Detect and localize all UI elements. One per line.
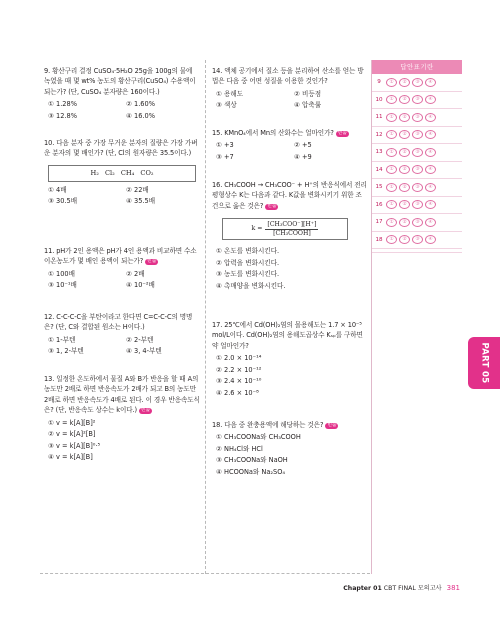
answer-row bbox=[372, 232, 462, 250]
question-number: 17. bbox=[212, 321, 223, 329]
option[interactable]: ② 2.2 × 10⁻¹² bbox=[216, 365, 262, 374]
option[interactable]: ② 22배 bbox=[126, 185, 149, 194]
answer-bubble[interactable]: ① bbox=[386, 95, 397, 104]
option[interactable]: ② 2-부텐 bbox=[126, 335, 154, 344]
option[interactable]: ② +5 bbox=[294, 141, 312, 150]
question-number: 18. bbox=[212, 421, 223, 429]
option[interactable]: ② 압력을 변화시킨다. bbox=[216, 258, 280, 267]
answer-row-number: 13 bbox=[375, 149, 383, 156]
question-11 bbox=[44, 246, 200, 291]
options bbox=[44, 100, 200, 121]
question-text: 9. 황산구리 결정 CuSO₄·5H₂O 25g을 100g의 물에 녹였을 때 몇 wt% 농도의 황산구리(CuSO₄) 수용액이 되는가? (단, CuSO₄ 분자량은 160이다.) bbox=[44, 67, 196, 96]
answer-bubble[interactable]: ① bbox=[386, 130, 397, 139]
option[interactable]: ① 100배 bbox=[48, 269, 75, 278]
answer-row-number: 9 bbox=[377, 79, 381, 86]
answer-bubble[interactable]: ④ bbox=[425, 218, 436, 227]
answer-bubble[interactable]: ③ bbox=[412, 113, 423, 122]
answer-bubble[interactable]: ① bbox=[386, 200, 397, 209]
option[interactable]: ② 비등점 bbox=[294, 89, 322, 98]
question-number: 15. bbox=[212, 129, 223, 137]
page-footer bbox=[300, 583, 460, 592]
question-text: 15. KMnO₄에서 Mn의 산화수는 얼마인가? 빈출 bbox=[212, 129, 347, 137]
option[interactable]: ④ 35.5배 bbox=[126, 197, 156, 206]
option[interactable]: ③ 30.5배 bbox=[48, 197, 78, 206]
option[interactable]: ④ 16.0% bbox=[126, 111, 155, 120]
question-number: 11. bbox=[44, 247, 55, 255]
bottom-divider bbox=[40, 573, 370, 574]
page-number: 381 bbox=[446, 584, 460, 592]
hint-badge: 빈출 bbox=[267, 203, 277, 209]
question-number: 10. bbox=[44, 139, 55, 147]
options bbox=[212, 247, 368, 291]
question-number: 9. bbox=[44, 67, 51, 75]
option[interactable]: ② NH₄Cl와 HCl bbox=[216, 444, 263, 453]
option[interactable]: ③ v = k[A][B]⁰·⁵ bbox=[48, 441, 101, 450]
option[interactable]: ③ 2.4 × 10⁻¹⁰ bbox=[216, 377, 262, 386]
option[interactable]: ③ CH₃COONa와 NaOH bbox=[216, 456, 288, 465]
options bbox=[44, 336, 200, 357]
option[interactable]: ③ 1, 2-부텐 bbox=[48, 347, 84, 356]
option[interactable]: ① 온도를 변화시킨다. bbox=[216, 247, 280, 256]
option[interactable]: ① 2.0 × 10⁻¹⁴ bbox=[216, 354, 262, 363]
question-14 bbox=[212, 66, 368, 111]
question-text: 16. CH₃COOH → CH₃COO⁻ + H⁺의 반응식에서 전리평형상수 K는 다음과 같다. K값을 변화시키기 위한 조건으로 옳은 것은? 빈출 bbox=[212, 181, 367, 210]
answer-row bbox=[372, 74, 462, 92]
answer-rows bbox=[372, 74, 462, 249]
formula-lhs: k = bbox=[251, 225, 263, 233]
answer-row-number: 12 bbox=[375, 131, 383, 138]
answer-bubble[interactable]: ② bbox=[399, 130, 410, 139]
answer-row bbox=[372, 92, 462, 110]
question-13 bbox=[44, 374, 200, 463]
footer-title: CBT FINAL 모의고사 bbox=[383, 585, 442, 592]
question-number: 16. bbox=[212, 181, 223, 189]
part-tab-label: PART 05 bbox=[479, 342, 490, 384]
answer-bubble[interactable]: ③ bbox=[412, 130, 423, 139]
answer-bubble[interactable]: ② bbox=[399, 165, 410, 174]
answer-bubble[interactable]: ④ bbox=[425, 95, 436, 104]
answer-bubble[interactable]: ③ bbox=[412, 95, 423, 104]
option[interactable]: ① 1.28% bbox=[48, 100, 77, 109]
answer-bubble[interactable]: ② bbox=[399, 218, 410, 227]
answer-row-number: 18 bbox=[375, 236, 383, 243]
question-text: 10. 다음 분자 중 가장 무거운 분자의 질량은 가장 가벼운 분자의 몇 배인가? (단, Cl의 원자량은 35.5이다.) bbox=[44, 139, 198, 158]
hint-badge: 빈출 bbox=[147, 259, 157, 265]
question-text: 17. 25℃에서 Cd(OH)₂염의 몰용해도는 1.7 × 10⁻⁵ mol/L이다. Cd(OH)₂염의 용해도곱상수 Kₛₚ를 구하면 약 얼마인가? bbox=[212, 321, 363, 350]
formula-fraction bbox=[265, 221, 318, 238]
question-18 bbox=[212, 420, 368, 477]
answer-bubble[interactable]: ① bbox=[386, 235, 397, 244]
question-text: 18. 다음 중 완충용액에 해당하는 것은? 빈출 bbox=[212, 421, 337, 429]
answer-row-number: 11 bbox=[375, 114, 383, 121]
answer-bubble[interactable]: ③ bbox=[412, 148, 423, 157]
answer-row-number: 10 bbox=[375, 96, 383, 103]
answer-bubble[interactable]: ③ bbox=[412, 183, 423, 192]
option[interactable]: ① 4배 bbox=[48, 185, 67, 194]
option[interactable]: ③ 색상 bbox=[216, 101, 237, 110]
question-number: 14. bbox=[212, 67, 223, 75]
answer-bubble[interactable]: ① bbox=[386, 218, 397, 227]
answer-row-number: 17 bbox=[375, 219, 383, 226]
option[interactable]: ④ +9 bbox=[294, 152, 312, 161]
question-15 bbox=[212, 128, 368, 162]
question-10 bbox=[44, 138, 200, 207]
answer-bubble[interactable]: ② bbox=[399, 113, 410, 122]
option[interactable]: ④ HCOONa와 Na₂SO₄ bbox=[216, 467, 286, 476]
option[interactable]: ④ 촉매양을 변화시킨다. bbox=[216, 281, 286, 290]
answer-bubble[interactable]: ④ bbox=[425, 130, 436, 139]
option[interactable]: ③ 농도를 변화시킨다. bbox=[216, 270, 280, 279]
question-text: 13. 일정한 온도하에서 물질 A와 B가 반응을 할 때 A의 농도만 2배로 하면 반응속도가 2배가 되고 B의 농도만 2배로 하면 반응속도가 4배로 된다. 이 경우 반응속도식은? (단, 반응속도 상수는 k이다.) 빈출 bbox=[44, 375, 200, 415]
options bbox=[44, 270, 200, 291]
answer-row-number: 15 bbox=[375, 184, 383, 191]
answer-bubble[interactable]: ④ bbox=[425, 183, 436, 192]
question-text: 12. C-C-C-C을 부탄이라고 한다면 C=C-C-C의 명명은? (단, C와 결합된 원소는 H이다.) bbox=[44, 313, 193, 332]
answer-bubble[interactable]: ③ bbox=[412, 165, 423, 174]
answer-bubble[interactable]: ④ bbox=[425, 165, 436, 174]
answer-bubble[interactable]: ④ bbox=[425, 78, 436, 87]
question-16 bbox=[212, 180, 368, 291]
formula-denominator: [CH₃COOH] bbox=[273, 229, 311, 237]
footer-chapter: Chapter 01 bbox=[343, 585, 382, 592]
hint-badge: 빈출 bbox=[337, 131, 347, 136]
option[interactable]: ② v = k[A]²[B] bbox=[48, 430, 96, 439]
answer-bubble[interactable]: ③ bbox=[412, 235, 423, 244]
answer-bubble[interactable]: ④ bbox=[425, 148, 436, 157]
question-17 bbox=[212, 320, 368, 398]
option[interactable]: ① 1-부텐 bbox=[48, 335, 76, 344]
option[interactable]: ④ 2.6 × 10⁻⁸ bbox=[216, 388, 259, 397]
question-text: 14. 액체 공기에서 질소 등을 분리하여 산소를 얻는 방법은 다음 중 어떤 성질을 이용한 것인가? bbox=[212, 67, 364, 86]
answer-bubble[interactable]: ② bbox=[399, 200, 410, 209]
option[interactable]: ④ 3, 4-부텐 bbox=[126, 347, 162, 356]
options bbox=[44, 186, 200, 207]
answer-sheet-blank-area bbox=[372, 252, 462, 574]
answer-row bbox=[372, 214, 462, 232]
option[interactable]: ② 2배 bbox=[126, 269, 145, 278]
question-9 bbox=[44, 66, 200, 121]
options bbox=[212, 141, 368, 162]
option[interactable]: ④ 압축률 bbox=[294, 101, 322, 110]
option[interactable]: ③ 12.8% bbox=[48, 111, 77, 120]
answer-row bbox=[372, 144, 462, 162]
options bbox=[44, 419, 200, 463]
option[interactable]: ① 용해도 bbox=[216, 89, 244, 98]
answer-bubble[interactable]: ① bbox=[386, 183, 397, 192]
formula-numerator: [CH₃COO⁻][H⁺] bbox=[267, 220, 317, 228]
answer-bubble[interactable]: ① bbox=[386, 113, 397, 122]
option[interactable]: ③ +7 bbox=[216, 152, 234, 161]
answer-bubble[interactable]: ① bbox=[386, 165, 397, 174]
answer-bubble[interactable]: ① bbox=[386, 78, 397, 87]
column-divider bbox=[205, 60, 206, 574]
options bbox=[212, 433, 368, 477]
answer-row bbox=[372, 162, 462, 180]
answer-bubble[interactable]: ① bbox=[386, 148, 397, 157]
answer-bubble[interactable]: ④ bbox=[425, 113, 436, 122]
answer-bubble[interactable]: ④ bbox=[425, 200, 436, 209]
part-tab bbox=[468, 337, 500, 389]
question-text: 11. pH가 2인 용액은 pH가 4인 용액과 비교하면 수소이온농도가 몇 배인 용액이 되는가? 빈출 bbox=[44, 247, 197, 266]
options bbox=[212, 354, 368, 398]
answer-bubble[interactable]: ③ bbox=[412, 78, 423, 87]
answer-bubble[interactable]: ② bbox=[399, 148, 410, 157]
answer-bubble[interactable]: ④ bbox=[425, 235, 436, 244]
option[interactable]: ② 1.60% bbox=[126, 100, 155, 109]
answer-sheet-header: 답안표기란 bbox=[372, 60, 462, 74]
answer-bubble[interactable]: ③ bbox=[412, 218, 423, 227]
answer-row bbox=[372, 127, 462, 145]
hint-badge: 빈출 bbox=[327, 423, 337, 428]
question-number: 12. bbox=[44, 313, 55, 321]
answer-bubble[interactable]: ③ bbox=[412, 200, 423, 209]
option[interactable]: ③ 10⁻¹배 bbox=[48, 281, 77, 290]
option[interactable]: ④ v = k[A][B] bbox=[48, 453, 93, 462]
answer-bubble[interactable]: ② bbox=[399, 95, 410, 104]
option[interactable]: ① v = k[A][B]² bbox=[48, 418, 96, 427]
answer-bubble[interactable]: ② bbox=[399, 78, 410, 87]
hint-badge: 빈출 bbox=[141, 408, 151, 414]
answer-row bbox=[372, 109, 462, 127]
molecule-box: H₂ Cl₂ CH₄ CO₂ bbox=[48, 165, 196, 182]
answer-row-number: 16 bbox=[375, 201, 383, 208]
options bbox=[212, 90, 368, 111]
answer-bubble[interactable]: ② bbox=[399, 183, 410, 192]
answer-row-number: 14 bbox=[375, 166, 383, 173]
answer-row bbox=[372, 179, 462, 197]
question-12 bbox=[44, 312, 200, 357]
answer-sheet-panel bbox=[372, 60, 462, 249]
option[interactable]: ① CH₃COONa와 CH₃COOH bbox=[216, 433, 301, 442]
question-number: 13. bbox=[44, 375, 55, 383]
answer-bubble[interactable]: ② bbox=[399, 235, 410, 244]
answer-row bbox=[372, 197, 462, 215]
equilibrium-formula-box bbox=[222, 218, 348, 240]
option[interactable]: ① +3 bbox=[216, 141, 234, 150]
option[interactable]: ④ 10⁻²배 bbox=[126, 281, 155, 290]
